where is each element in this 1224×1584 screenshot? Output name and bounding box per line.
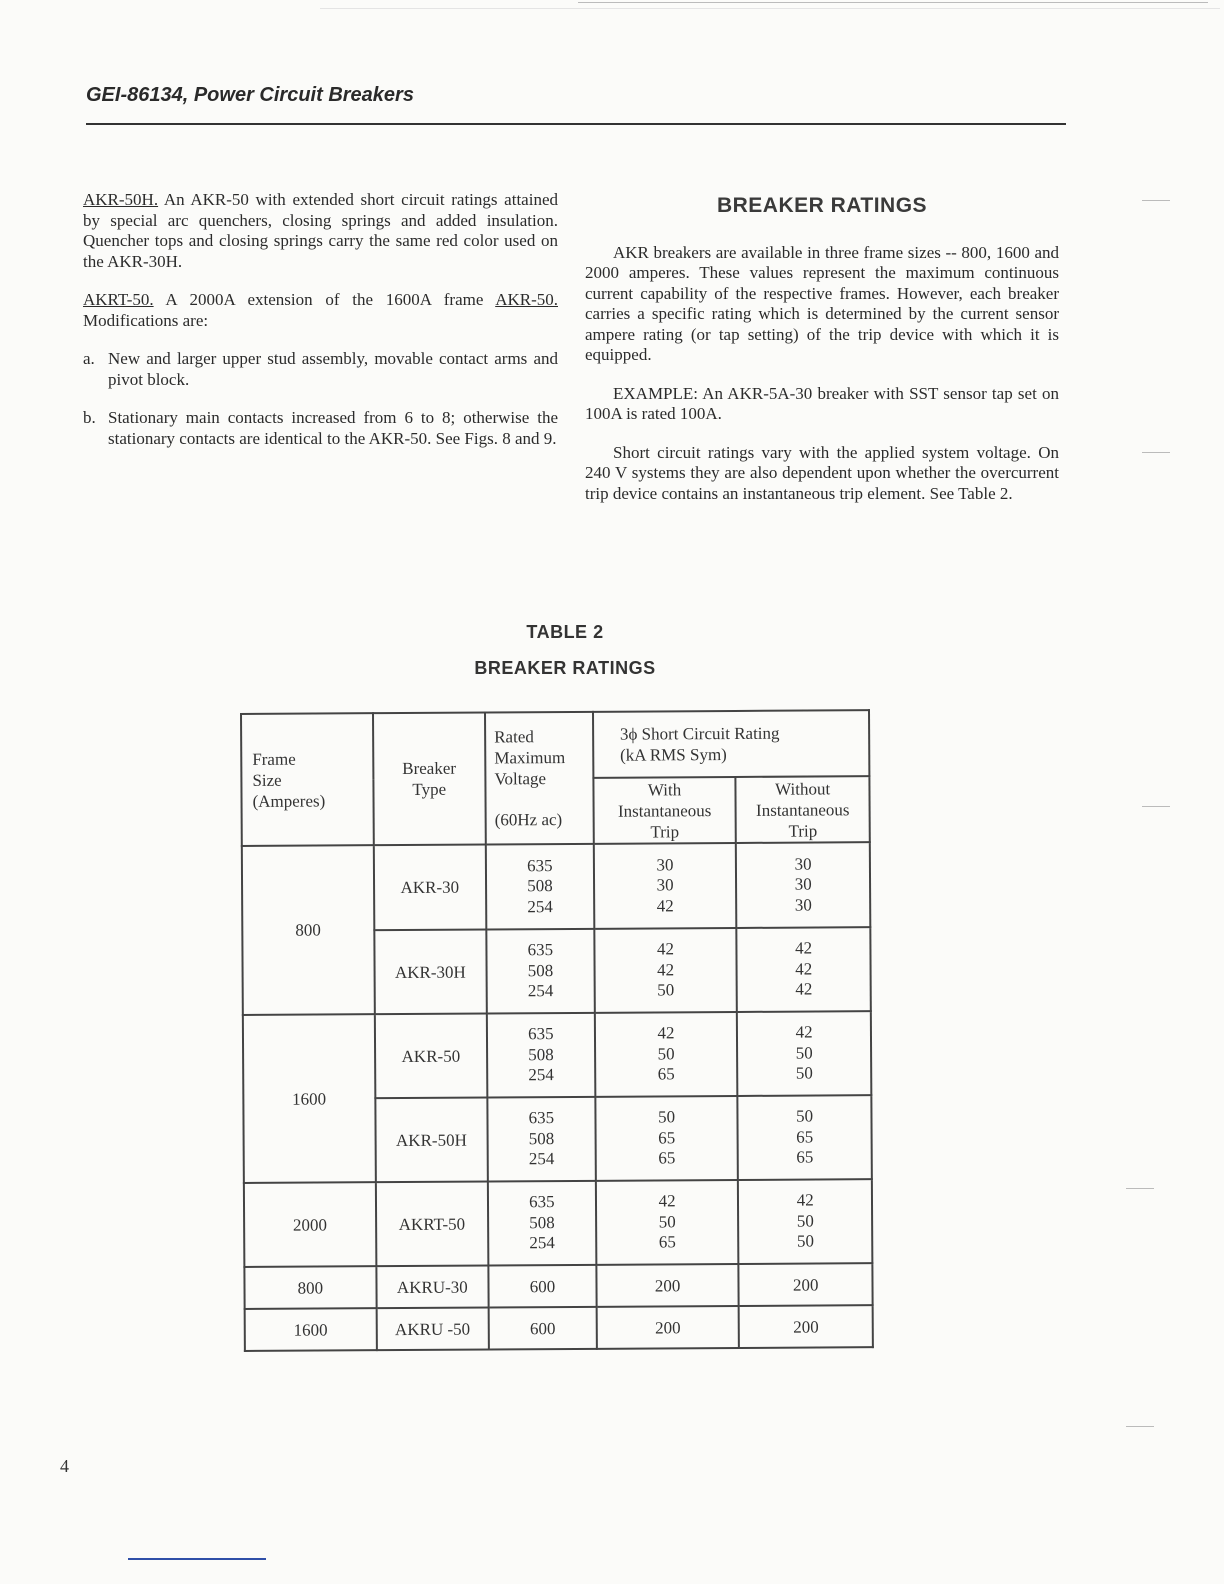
table-row bbox=[242, 842, 871, 931]
header-without-instantaneous: Without Instantaneous Trip bbox=[736, 776, 870, 843]
header-with-instantaneous: With Instantaneous Trip bbox=[593, 777, 736, 844]
without-trip-cell: 42 42 42 bbox=[737, 927, 871, 1012]
without-trip-cell: 200 bbox=[739, 1305, 873, 1348]
header-rated-voltage: Rated Maximum Voltage (60Hz ac) bbox=[485, 712, 594, 845]
scan-edge-line bbox=[578, 2, 1208, 3]
without-trip-cell: 200 bbox=[739, 1263, 873, 1306]
akrt50-term: AKRT-50. bbox=[83, 290, 154, 309]
header-frame-size: Frame Size (Amperes) bbox=[241, 713, 373, 846]
without-trip-cell: 42 50 50 bbox=[738, 1179, 872, 1264]
without-trip-cell: 42 50 50 bbox=[737, 1011, 871, 1096]
breaker-type-cell: AKR-30H bbox=[374, 929, 487, 1014]
left-column bbox=[83, 190, 558, 467]
breaker-type-cell: AKRU-30 bbox=[376, 1265, 489, 1308]
frame-cell: 800 bbox=[242, 845, 375, 1015]
voltage-cell: 635 508 254 bbox=[486, 929, 594, 1014]
scan-edge-line bbox=[320, 8, 1220, 9]
voltage-cell: 600 bbox=[489, 1307, 597, 1350]
akr50h-paragraph bbox=[83, 190, 558, 272]
frame-cell: 1600 bbox=[245, 1308, 377, 1351]
akrt50-text: A 2000A extension of the 1600A frame bbox=[165, 290, 484, 309]
with-trip-cell: 200 bbox=[596, 1306, 739, 1349]
table-row bbox=[244, 1179, 873, 1267]
list-item bbox=[83, 408, 558, 449]
body-paragraph: EXAMPLE: An AKR-5A-30 breaker with SST sensor tap set on 100A is rated 100A. bbox=[585, 383, 1059, 423]
voltage-cell: 635 508 254 bbox=[486, 844, 594, 930]
page-number: 4 bbox=[60, 1456, 69, 1476]
page-header-title: GEI-86134, Power Circuit Breakers bbox=[86, 84, 414, 106]
akr50h-text: An AKR-50 with extended short circuit ratings attained by special arc quenchers, closing springs and added insulation. Quencher tops and closing springs carry the same red color used on the AKR-30H. bbox=[83, 190, 558, 271]
frame-cell: 2000 bbox=[244, 1182, 376, 1267]
breaker-type-cell: AKR-30 bbox=[373, 845, 486, 931]
akr50-term: AKR-50. bbox=[495, 290, 558, 309]
table-row bbox=[244, 1263, 872, 1309]
with-trip-cell: 42 50 65 bbox=[596, 1180, 739, 1265]
right-column bbox=[585, 196, 1059, 522]
table-row bbox=[243, 1011, 872, 1099]
header-breaker-type: Breaker Type bbox=[373, 713, 486, 846]
table-caption-number: TABLE 2 bbox=[526, 622, 604, 642]
table-row bbox=[245, 1305, 873, 1351]
with-trip-cell: 42 42 50 bbox=[594, 928, 737, 1013]
table-caption-title: BREAKER RATINGS bbox=[474, 658, 656, 678]
scan-edge-mark bbox=[1142, 806, 1170, 807]
scan-edge-mark bbox=[1142, 200, 1170, 201]
with-trip-cell: 200 bbox=[596, 1264, 739, 1307]
breaker-type-cell: AKR-50H bbox=[375, 1097, 488, 1182]
breaker-type-cell: AKRT-50 bbox=[375, 1181, 488, 1266]
akrt50-paragraph bbox=[83, 290, 558, 331]
body-paragraph: Short circuit ratings vary with the applied system voltage. On 240 V systems they are also dependent upon whether the overcurrent trip device contains an instantaneous trip element. See Table 2. bbox=[585, 442, 1059, 503]
list-marker: a. bbox=[83, 349, 95, 368]
list-item bbox=[83, 349, 558, 390]
scan-edge-mark bbox=[1142, 452, 1170, 453]
without-trip-cell: 50 65 65 bbox=[738, 1095, 872, 1180]
body-paragraph: AKR breakers are available in three frame sizes -- 800, 1600 and 2000 amperes. These values represent the maximum continuous current capability of the respective frames. However, each breaker carries a specific rating which is determined by the current sensor ampere rating (or tap setting) of the trip device with which it is equipped. bbox=[585, 242, 1059, 364]
footer-rule bbox=[128, 1558, 266, 1560]
akr50h-term: AKR-50H. bbox=[83, 190, 159, 209]
with-trip-cell: 50 65 65 bbox=[595, 1096, 738, 1181]
voltage-cell: 635 508 254 bbox=[487, 1013, 595, 1098]
breaker-type-cell: AKRU -50 bbox=[376, 1307, 489, 1350]
voltage-cell: 635 508 254 bbox=[488, 1181, 596, 1266]
without-trip-cell: 30 30 30 bbox=[736, 842, 870, 928]
section-heading: BREAKER RATINGS bbox=[716, 194, 928, 217]
list-text: New and larger upper stud assembly, movable contact arms and pivot block. bbox=[108, 349, 558, 389]
voltage-cell: 600 bbox=[488, 1265, 596, 1308]
list-marker: b. bbox=[83, 408, 96, 427]
header-short-circuit-rating: 3ϕ Short Circuit Rating (kA RMS Sym) bbox=[593, 710, 870, 778]
with-trip-cell: 42 50 65 bbox=[595, 1012, 738, 1097]
header-rule bbox=[86, 123, 1066, 125]
frame-cell: 1600 bbox=[243, 1014, 376, 1183]
voltage-cell: 635 508 254 bbox=[487, 1097, 595, 1182]
breaker-ratings-table bbox=[240, 709, 874, 1352]
frame-cell: 800 bbox=[244, 1266, 376, 1309]
breaker-type-cell: AKR-50 bbox=[374, 1013, 487, 1098]
scan-edge-mark bbox=[1126, 1426, 1154, 1427]
with-trip-cell: 30 30 42 bbox=[594, 843, 737, 929]
scan-edge-mark bbox=[1126, 1188, 1154, 1189]
list-text: Stationary main contacts increased from 6 to 8; otherwise the stationary contacts are identical to the AKR-50. See Figs. 8 and 9. bbox=[108, 408, 558, 448]
akrt50-modifications: Modifications are: bbox=[83, 310, 209, 330]
